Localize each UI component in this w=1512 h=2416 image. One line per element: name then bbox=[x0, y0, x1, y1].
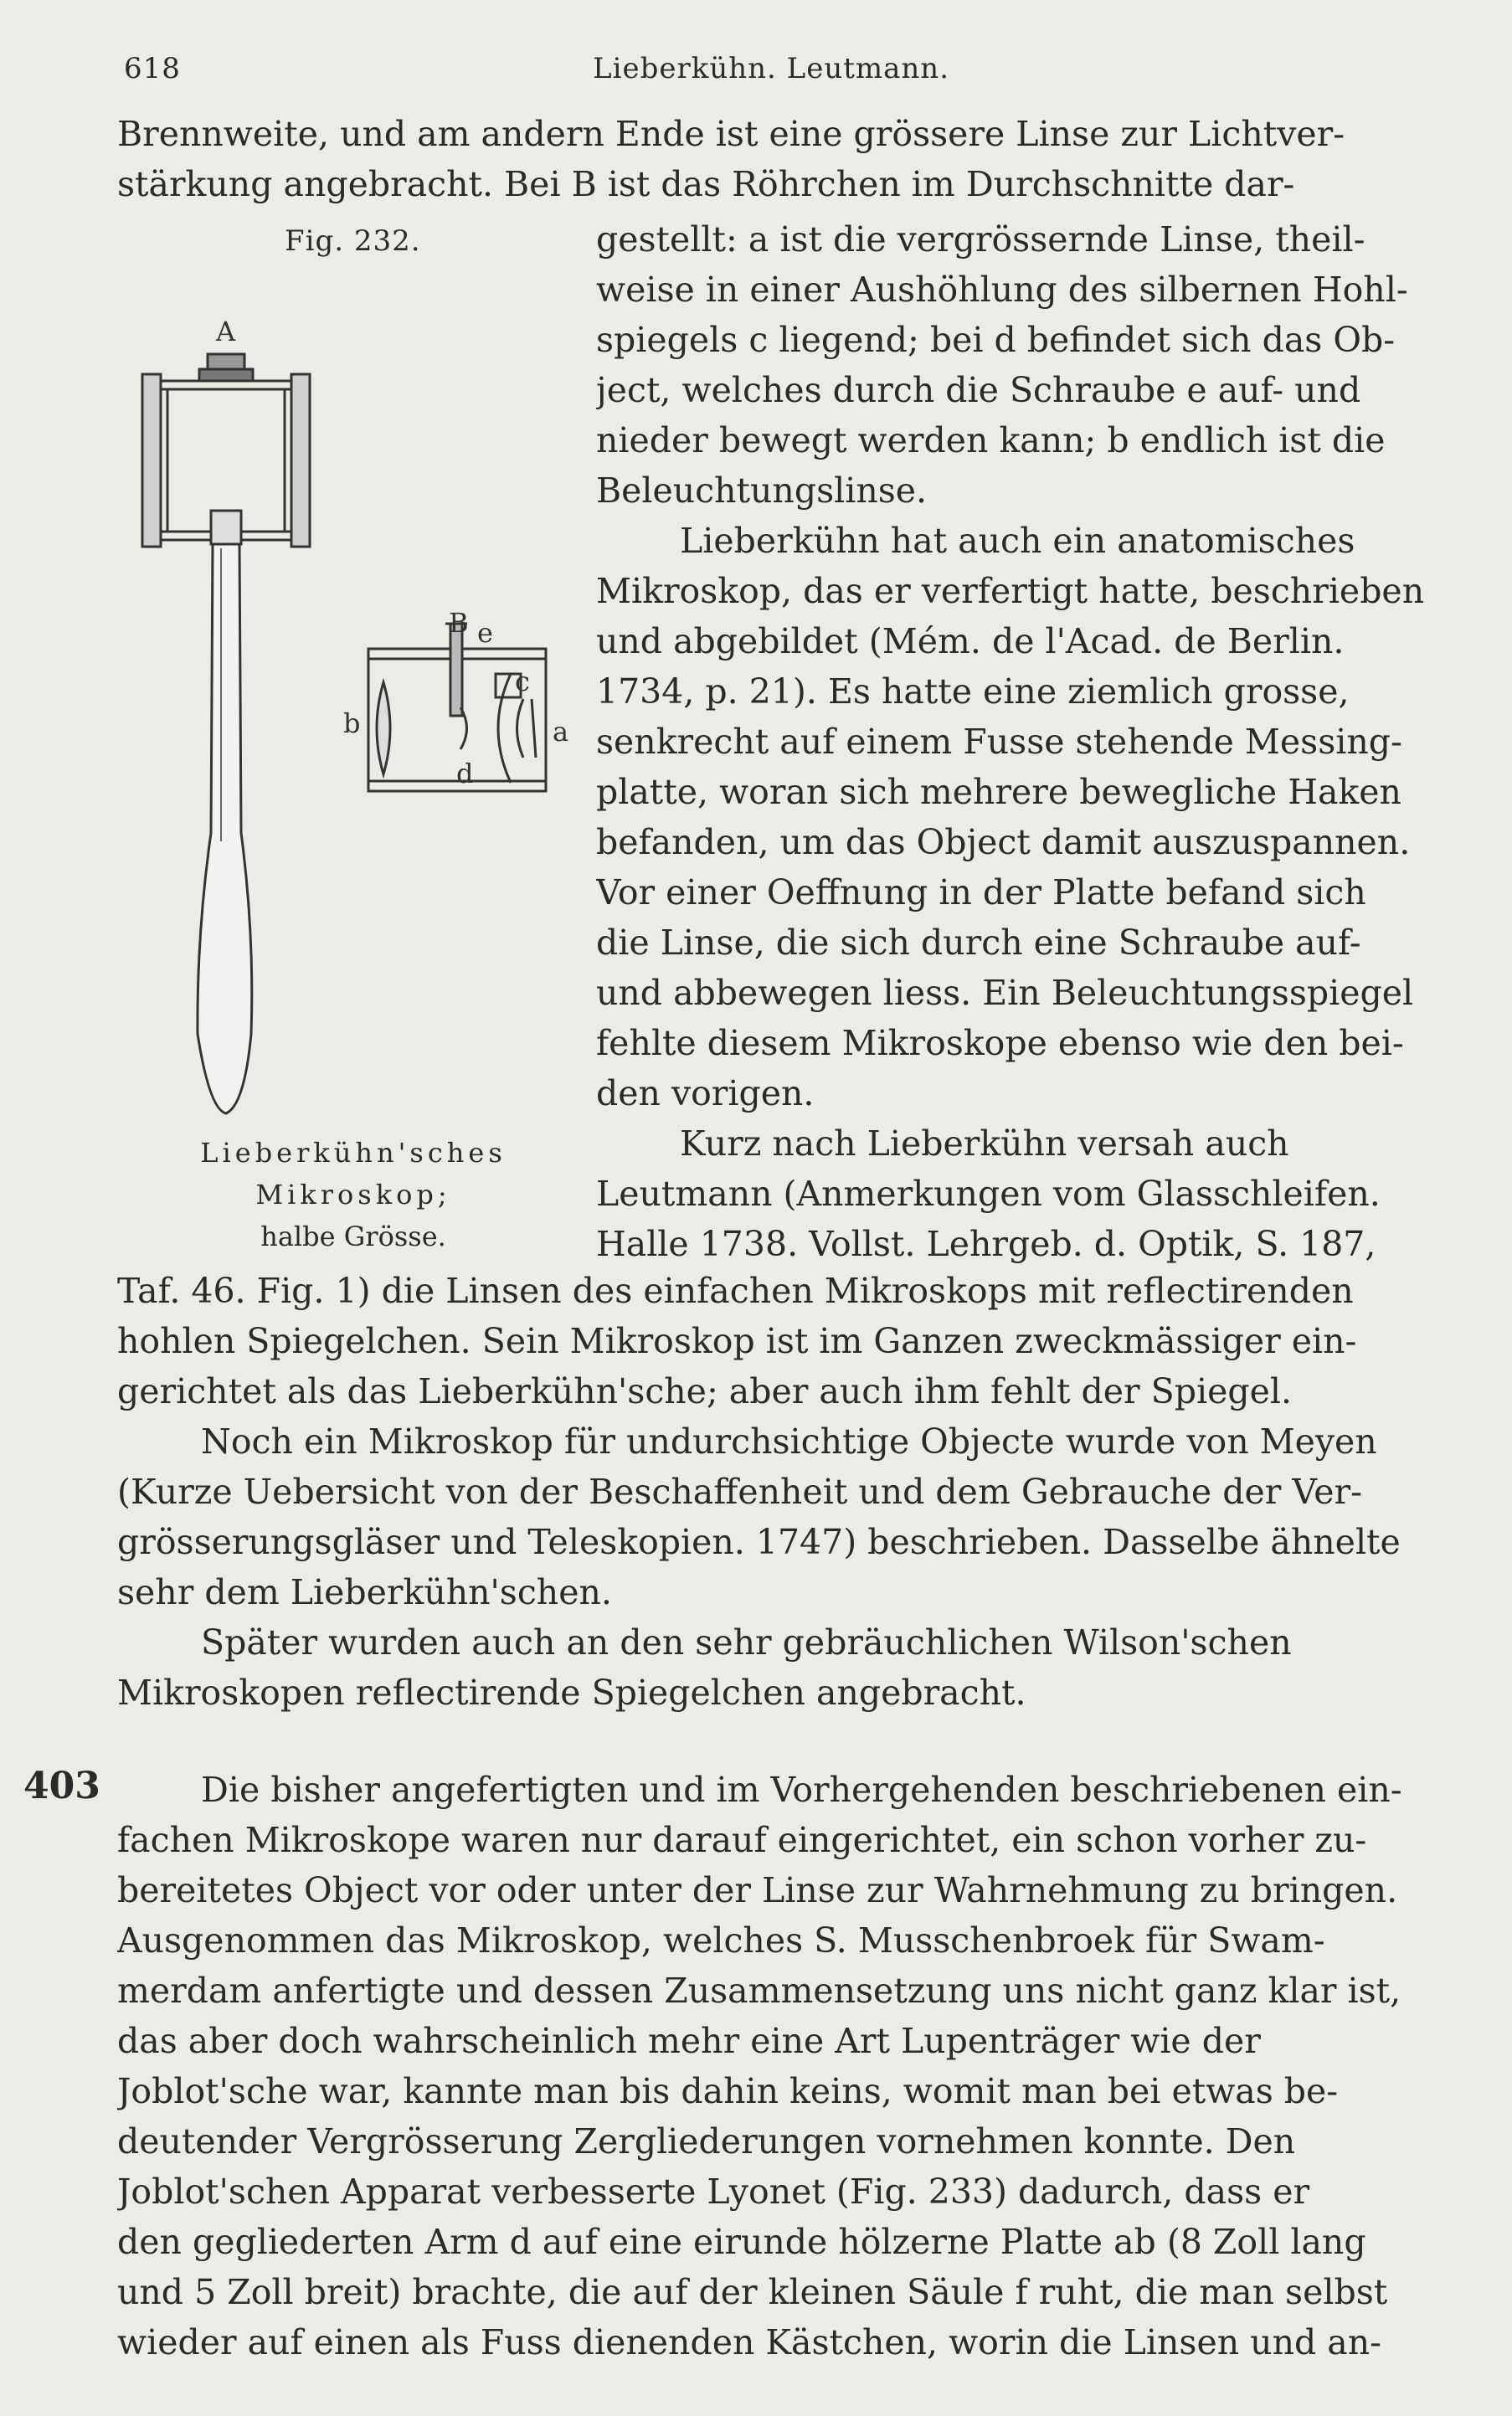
text-line: Leutmann (Anmerkungen vom Glasschleifen. bbox=[596, 1174, 1381, 1214]
right-column-text bbox=[596, 214, 1448, 1269]
text-line: Beleuchtungslinse. bbox=[596, 470, 928, 511]
text-line: die Linse, die sich durch eine Schraube auf- bbox=[596, 923, 1361, 963]
text-line: Brennweite, und am andern Ende ist eine grössere Linse zur Lichtver- bbox=[117, 114, 1345, 154]
text-line: fachen Mikroskope waren nur darauf eingerichtet, ein schon vorher zu- bbox=[117, 1820, 1367, 1860]
text-line: wieder auf einen als Fuss dienenden Kästchen, worin die Linsen und an- bbox=[117, 2322, 1381, 2362]
text-line: deutender Vergrösserung Zergliederungen vornehmen konnte. Den bbox=[117, 2121, 1296, 2162]
letter-e: e bbox=[477, 617, 493, 649]
text-line: gestellt: a ist die vergrössernde Linse, theil- bbox=[596, 219, 1365, 260]
text-line: und abbewegen liess. Ein Beleuchtungsspiegel bbox=[596, 973, 1414, 1013]
text-line: nieder bewegt werden kann; b endlich ist die bbox=[596, 420, 1386, 460]
figure-caption bbox=[111, 1132, 596, 1257]
text-line: senkrecht auf einem Fusse stehende Messing- bbox=[596, 722, 1402, 762]
text-line: den gegliederten Arm d auf eine eirunde hölzerne Platte ab (8 Zoll lang bbox=[117, 2222, 1366, 2262]
text-line: platte, woran sich mehrere bewegliche Haken bbox=[596, 772, 1401, 812]
text-line: und 5 Zoll breit) brachte, die auf der kleinen Säule f ruht, die man selbst bbox=[117, 2272, 1388, 2312]
knob bbox=[208, 354, 244, 369]
text-line: Lieberkühn hat auch ein anatomisches bbox=[680, 521, 1355, 561]
letter-A: A bbox=[216, 316, 236, 347]
letter-a: a bbox=[553, 716, 569, 748]
text-line: (Kurze Uebersicht von der Beschaffenheit und dem Gebrauche der Ver- bbox=[117, 1472, 1362, 1512]
text-line: das aber doch wahrscheinlich mehr eine Art Lupenträger wie der bbox=[117, 2021, 1261, 2061]
text-line: fehlte diesem Mikroskope ebenso wie den bei- bbox=[596, 1023, 1404, 1063]
text-line: Noch ein Mikroskop für undurchsichtige Objecte wurde von Meyen bbox=[201, 1421, 1377, 1462]
page-number: 618 bbox=[124, 52, 181, 85]
text-line: Mikroskopen reflectirende Spiegelchen angebracht. bbox=[117, 1673, 1026, 1713]
text-line: grösserungsgläser und Teleskopien. 1747) beschrieben. Dasselbe ähnelte bbox=[117, 1522, 1401, 1562]
text-line: 1734, p. 21). Es hatte eine ziemlich grosse, bbox=[596, 671, 1350, 712]
letter-b: b bbox=[343, 707, 361, 739]
text-line: merdam anfertigte und dessen Zusammensetzung uns nicht ganz klar ist, bbox=[117, 1971, 1401, 2011]
text-line: befanden, um das Object damit auszuspannen. bbox=[596, 822, 1411, 862]
letter-c: c bbox=[515, 666, 530, 697]
text-line: Die bisher angefertigten und im Vorhergehenden beschriebenen ein- bbox=[201, 1770, 1402, 1810]
page-header bbox=[124, 52, 1455, 94]
running-title: Lieberkühn. Leutmann. bbox=[593, 52, 949, 85]
text-line: spiegels c liegend; bei d befindet sich das Ob- bbox=[596, 320, 1396, 360]
text-line: Taf. 46. Fig. 1) die Linsen des einfachen Mikroskops mit reflectirenden bbox=[117, 1271, 1354, 1311]
microscope-illustration bbox=[117, 297, 586, 1118]
letter-B: B bbox=[449, 607, 469, 639]
text-line: Ausgenommen das Mikroskop, welches S. Musschenbroek für Swam- bbox=[117, 1920, 1325, 1961]
text-line: Vor einer Oeffnung in der Platte befand sich bbox=[596, 872, 1366, 912]
text-line: Joblot'sche war, kannte man bis dahin keins, womit man bei etwas be- bbox=[117, 2071, 1339, 2111]
text-line: hohlen Spiegelchen. Sein Mikroskop ist im Ganzen zweckmässiger ein- bbox=[117, 1321, 1357, 1361]
text-line: weise in einer Aushöhlung des silbernen Hohl- bbox=[596, 270, 1408, 310]
text-line: Später wurden auch an den sehr gebräuchlichen Wilson'schen bbox=[201, 1622, 1292, 1663]
top-paragraph bbox=[117, 109, 1448, 209]
text-line: den vorigen. bbox=[596, 1073, 815, 1113]
letter-d: d bbox=[456, 758, 474, 789]
middle-paragraphs bbox=[117, 1266, 1448, 1718]
text-line: Joblot'schen Apparat verbesserte Lyonet (Fig. 233) dadurch, dass er bbox=[117, 2172, 1310, 2212]
text-line: und abgebildet (Mém. de l'Acad. de Berlin. bbox=[596, 621, 1345, 661]
section-403-text bbox=[117, 1765, 1448, 2367]
caption-line: halbe Grösse. bbox=[260, 1221, 446, 1252]
text-line: sehr dem Lieberkühn'schen. bbox=[117, 1572, 612, 1612]
caption-line: Lieberkühn'sches Mikroskop; bbox=[200, 1137, 507, 1211]
text-line: ject, welches durch die Schraube e auf- und bbox=[596, 370, 1361, 410]
section-number: 403 bbox=[23, 1765, 100, 1807]
text-line: Mikroskop, das er verfertigt hatte, beschrieben bbox=[596, 571, 1425, 611]
text-line: bereitetes Object vor oder unter der Linse zur Wahrnehmung zu bringen. bbox=[117, 1870, 1398, 1910]
text-line: Kurz nach Lieberkühn versah auch bbox=[680, 1123, 1289, 1164]
figure-label: Fig. 232. bbox=[285, 224, 421, 258]
text-line: gerichtet als das Lieberkühn'sche; aber auch ihm fehlt der Spiegel. bbox=[117, 1371, 1293, 1411]
text-line: stärkung angebracht. Bei B ist das Röhrchen im Durchschnitte dar- bbox=[117, 164, 1295, 204]
text-line: Halle 1738. Vollst. Lehrgeb. d. Optik, S. 187, bbox=[596, 1224, 1376, 1264]
